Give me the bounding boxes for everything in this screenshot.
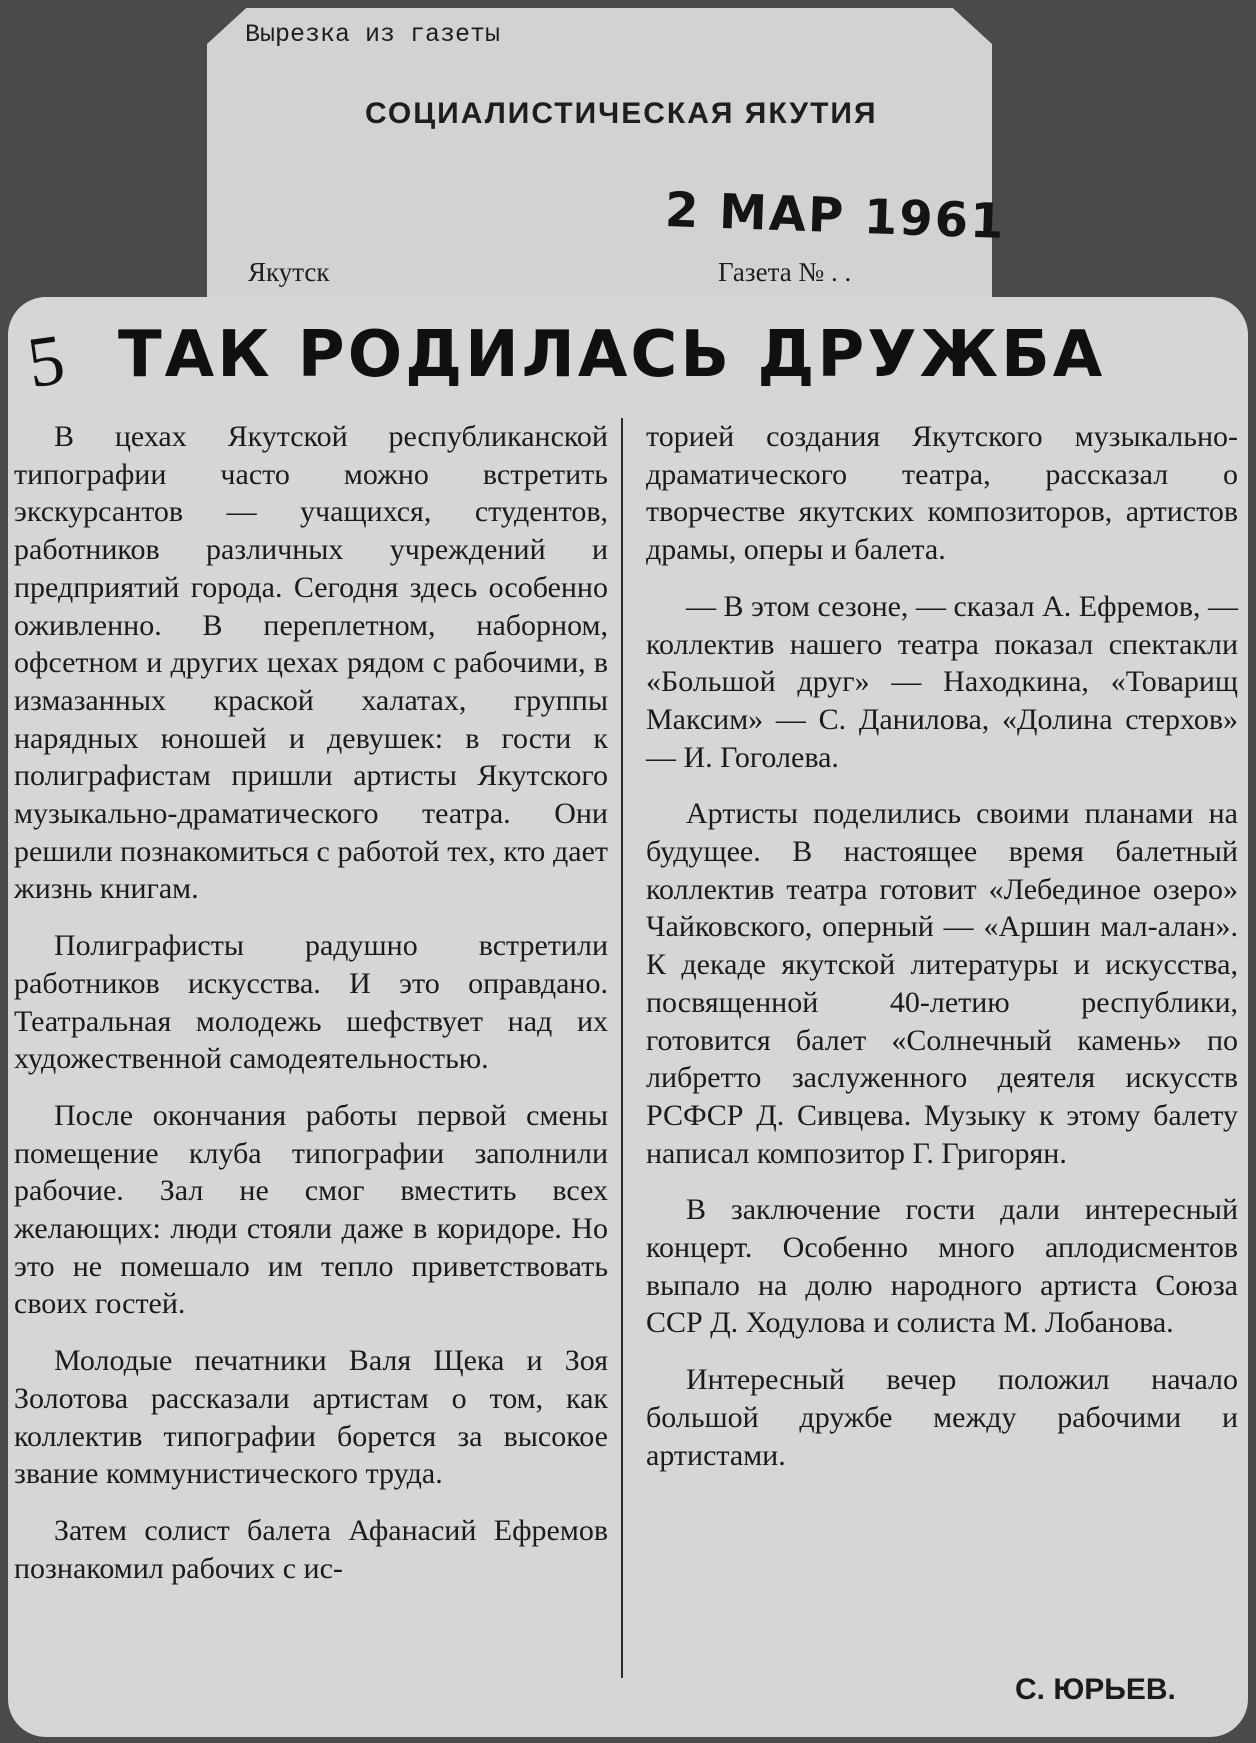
left-column <box>14 418 608 1606</box>
author-signature: С. ЮРЬЕВ. <box>1015 1673 1176 1706</box>
stamp-header: Вырезка из газеты <box>245 20 501 49</box>
paragraph: Интересный вечер положил начало большой дружбе между рабочими и артистами. <box>646 1363 1238 1472</box>
column-divider <box>621 418 623 1678</box>
paragraph: торией создания Якутского музыкально-драматического театра, рассказал о творчестве якутских композиторов, артистов драмы, оперы и балета. <box>646 420 1238 567</box>
paragraph: — В этом сезоне, — сказал А. Ефремов, — коллектив нашего театра показал спектакли «Большой друг» — Находкина, «Товарищ Максим» — С. Данилова, «Долина стерхов» — И. Гоголева. <box>646 589 1238 774</box>
right-column <box>646 418 1238 1493</box>
paragraph: После окончания работы первой смены помещение клуба типографии заполнили рабочие. Зал не смог вместить всех желающих: люди стояли даже в коридоре. Но это не помешало им тепло приветствовать своих гостей. <box>14 1098 608 1321</box>
stamp-city: Якутск <box>248 257 330 287</box>
paragraph: В цехах Якутской республиканской типографии часто можно встретить экскурсантов — учащихся, студентов, работников различных учреждений и предприятий города. Сегодня здесь особенно оживленно. В переплетном, наборном, офсетном и других цехах рядом с рабочими, в измазанных краской халатах, группы нарядных юношей и девушек: в гости к полиграфистам пришли артисты Якутского музыкально-драматического театра. Они решили познакомиться с работой тех, кто дает жизнь книгам. <box>14 420 608 906</box>
paragraph: Артисты поделились своими планами на будущее. В настоящее время балетный коллектив театра готовит «Лебединое озеро» Чайковского, оперный — «Аршин мал-алан». К декаде якутской литературы и искусства, посвященной 40-летию республики, готовится балет «Солнечный камень» по либретто заслуженного деятеля искусств РСФСР Д. Сивцева. Музыку к этому балету написал композитор Г. Григорян. <box>646 797 1238 1170</box>
stamp-issue-number: Газета № . . <box>718 257 852 287</box>
paragraph: Молодые печатники Валя Щека и Зоя Золотова рассказали артистам о том, как коллектив типографии борется за высокое звание коммунистического труда. <box>14 1344 608 1491</box>
paragraph: Затем солист балета Афанасий Ефремов познакомил рабочих с ис- <box>14 1513 608 1585</box>
paragraph: Полиграфисты радушно встретили работников искусства. И это оправдано. Театральная молодежь шефствует над их художественной самодеятельностью. <box>14 929 608 1076</box>
paragraph: В заключение гости дали интересный концерт. Особенно много аплодисментов выпало на долю народного артиста Союза ССР Д. Ходулова и солиста М. Лобанова. <box>646 1193 1238 1340</box>
stamp-date: 2 МАР 1961 <box>664 182 1007 250</box>
newspaper-name: СОЦИАЛИСТИЧЕСКАЯ ЯКУТИЯ <box>365 97 878 130</box>
article-headline: ТАК РОДИЛАСЬ ДРУЖБА <box>118 318 1106 392</box>
handwritten-mark: 5 <box>22 318 70 404</box>
